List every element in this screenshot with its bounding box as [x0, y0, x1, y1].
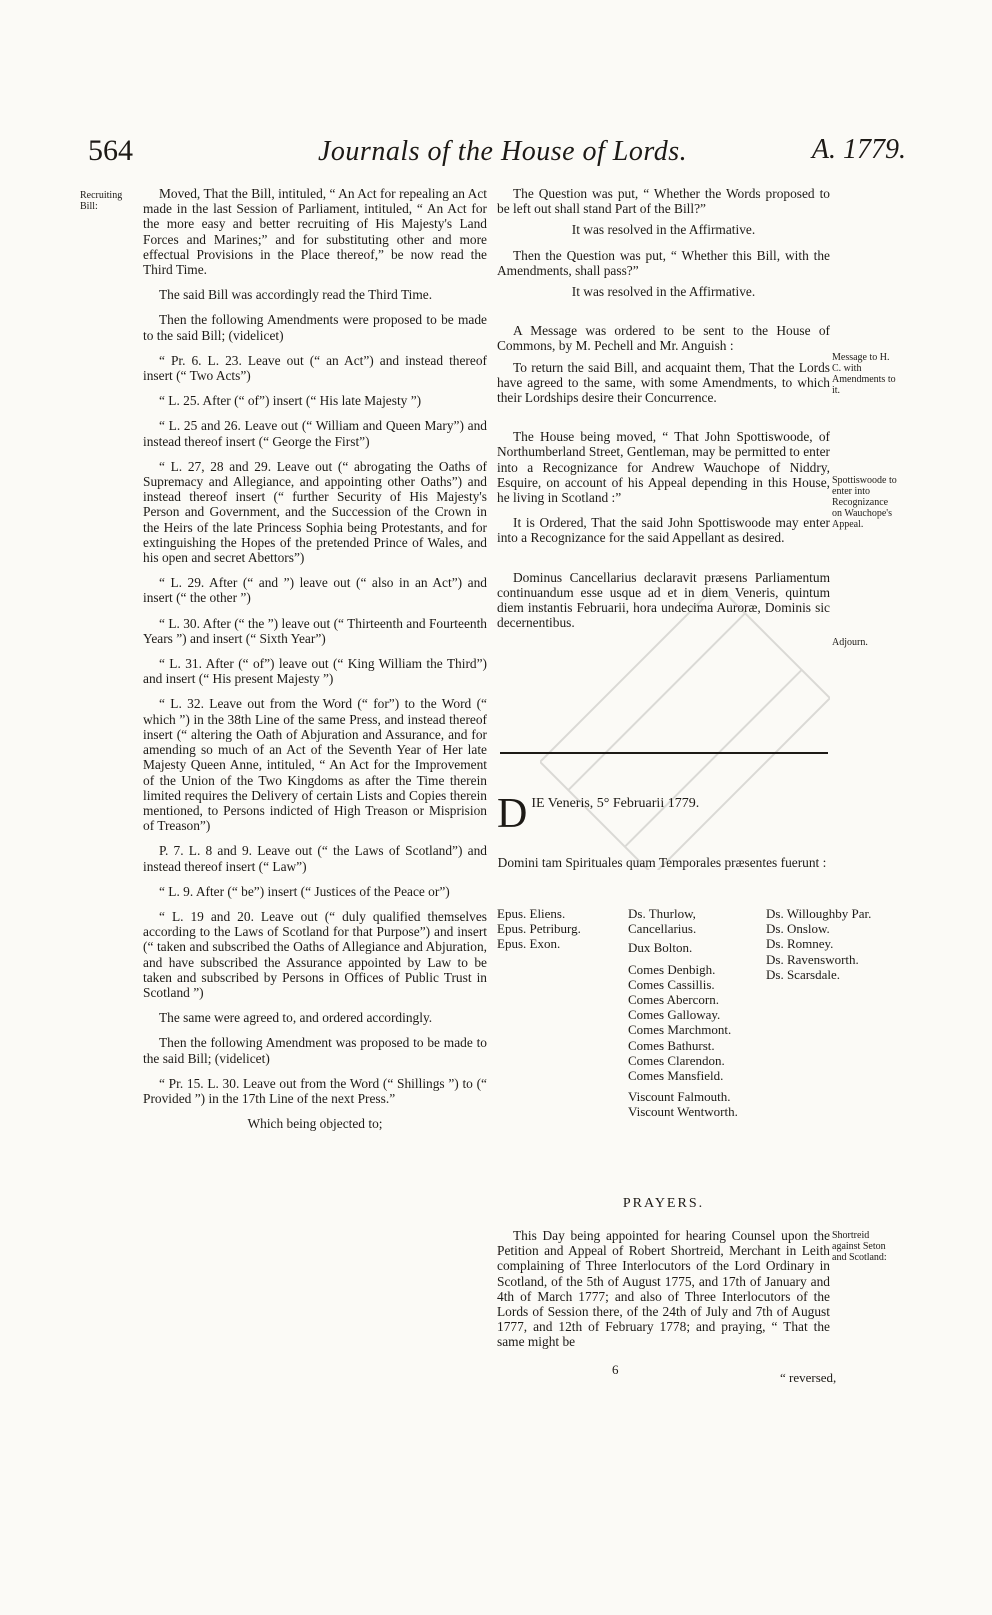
- paragraph: “ L. 27, 28 and 29. Leave out (“ abrogating the Oaths of Supremacy and Allegiance, and appointing other Oaths”) and instead thereof insert (“ further Security of His Majesty's Person and Government, and the Succession of the Crown in the Heirs of the late Princess Sophia being Protestants, and for extinguishing the Hopes of the pretended Prince of Wales, and his open and secret Abettors”): [143, 458, 487, 566]
- journal-title: Journals of the House of Lords.: [318, 136, 688, 167]
- lords-list-spiritual: [497, 906, 581, 952]
- lord-entry: Ds. Ravensworth.: [766, 951, 859, 967]
- left-column: [143, 186, 487, 1141]
- lord-entry: Ds. Willoughby Par.: [766, 906, 872, 921]
- paragraph: The said Bill was accordingly read the Third Time.: [159, 287, 433, 303]
- page-number: 564: [88, 134, 133, 167]
- signature-mark: 6: [612, 1362, 619, 1377]
- margin-note-recruiting-bill: Recruiting Bill:: [80, 190, 123, 212]
- paragraph: The same were agreed to, and ordered accordingly.: [159, 1010, 433, 1026]
- paragraph: This Day being appointed for hearing Counsel upon the Petition and Appeal of Robert Shortreid, Merchant in Leith complaining of Three Interlocutors of the Lord Ordinary in Scotland, of the 5th of August 1775, and 17th of January and 4th of March 1777; and also of Three Interlocutors of the Lords of Session there, of the 24th of July and 7th of August 1777, and 12th of February 1778; and praying, “ That the same might be: [497, 1228, 830, 1350]
- lord-entry: Comes Abercorn.: [628, 992, 719, 1008]
- lord-entry: Viscount Wentworth.: [628, 1104, 738, 1120]
- paragraph: “ L. 29. After (“ and ”) leave out (“ also in an Act”) and insert (“ the other ”): [143, 575, 487, 606]
- lords-list-temporal: [628, 906, 762, 1120]
- prayers-heading: PRAYERS.: [622, 1196, 705, 1211]
- margin-note-shortreid: Shortreid against Seton and Scotland:: [832, 1230, 887, 1263]
- paragraph: Then the following Amendment was proposed to be made to the said Bill; (videlicet): [143, 1035, 487, 1066]
- lord-entry: Epus. Petriburg.: [497, 921, 581, 937]
- catchword: “ reversed,: [780, 1370, 837, 1385]
- paragraph: “ L. 25 and 26. Leave out (“ William and Queen Mary”) and instead thereof insert (“ George the First”): [143, 418, 487, 449]
- paragraph: It is Ordered, That the said John Spottiswoode may enter into a Recognizance for the said Appellant as desired.: [497, 515, 830, 546]
- paragraph: “ L. 19 and 20. Leave out (“ duly qualified themselves according to the Laws of Scotland for that Purpose”) and insert (“ taken and subscribed the Oaths of Allegiance and Abjuration, and have subscribed the Assurance appointed by Law to be taken and subscribed by Persons in Offices of Public Trust in Scotland ”): [143, 908, 487, 1000]
- right-column: [497, 186, 830, 640]
- drop-cap: D: [497, 791, 528, 837]
- paragraph: “ L. 30. After (“ the ”) leave out (“ Thirteenth and Fourteenth Years ”) and insert (“ Sixth Year”): [143, 615, 487, 646]
- lord-entry: Comes Clarendon.: [628, 1052, 725, 1068]
- lord-entry: Viscount Falmouth.: [628, 1089, 731, 1105]
- header-year: A. 1779.: [811, 134, 906, 165]
- margin-note-adjourn: Adjourn.: [832, 637, 868, 648]
- lord-entry: Epus. Exon.: [497, 936, 561, 952]
- lords-present-heading: Domini tam Spirituales quam Temporales præsentes fuerunt :: [497, 855, 827, 870]
- margin-note-spottiswoode: Spottiswoode to enter into Recognizance on Wauchope's Appeal.: [832, 475, 897, 530]
- sitting-date: [497, 791, 830, 837]
- paragraph: Then the following Amendments were proposed to be made to the said Bill; (videlicet): [143, 312, 487, 343]
- paragraph: Moved, That the Bill, intituled, “ An Act for repealing an Act made in the last Session of Parliament, intituled, “ An Act for the more easy and better recruiting of His Majesty's Land Forces and Marines;” and for substituting other and more effectual Provisions in the Place thereof,” be now read the Third Time.: [143, 186, 487, 278]
- running-header: [88, 134, 906, 182]
- shortreid-paragraph-block: [497, 1228, 830, 1360]
- paragraph: To return the said Bill, and acquaint them, That the Lords have agreed to the same, with some Amendments, to which their Lordships desire their Concurrence.: [497, 359, 830, 406]
- paragraph: Which being objected to;: [247, 1116, 383, 1132]
- lord-entry: Ds. Romney.: [766, 936, 834, 952]
- lord-entry: Comes Mansfield.: [628, 1068, 724, 1084]
- paragraph: “ L. 25. After (“ of”) insert (“ His late Majesty ”): [159, 393, 422, 409]
- paragraph: A Message was ordered to be sent to the House of Commons, by M. Pechell and Mr. Anguish :: [497, 323, 830, 354]
- paragraph: The House being moved, “ That John Spottiswoode, of Northumberland Street, Gentleman, may be permitted to enter into a Recognizance for Andrew Wauchope of Niddry, Esquire, on account of his Appeal depending in this House, he living in Scotland :”: [497, 429, 830, 506]
- paragraph: “ Pr. 15. L. 30. Leave out from the Word (“ Shillings ”) to (“ Provided ”) in the 17th Line of the next Press.”: [143, 1075, 487, 1106]
- lords-list-barons: [766, 906, 871, 982]
- paragraph: Dominus Cancellarius declaravit præsens Parliamentum continuandum esse usque ad et in diem Veneris, quintum diem instantis Februarii, hora undecima Auroræ, Dominis sic decernentibus.: [497, 569, 830, 631]
- lord-entry: Comes Denbigh.: [628, 961, 716, 977]
- lord-entry: Dux Bolton.: [628, 940, 693, 956]
- lord-entry: Ds. Onslow.: [766, 921, 830, 937]
- paragraph: It was resolved in the Affirmative.: [571, 284, 756, 300]
- paragraph: “ L. 32. Leave out from the Word (“ for”) to the Word (“ which ”) in the 38th Line of the same Press, and instead thereof insert (“ altering the Oath of Abjuration and Assurance, and for amending so much of an Act of the Seventh Year of Her late Majesty Queen Anne, intituled, “ An Act for the Improvement of the Union of the Two Kingdoms as after the Time therein limited requires the Delivery of certain Lists and Copies therein mentioned, to Persons indicted of High Treason or Misprision of Treason”): [143, 696, 487, 834]
- paragraph: It was resolved in the Affirmative.: [571, 222, 756, 238]
- paragraph: “ L. 31. After (“ of”) leave out (“ King William the Third”) and insert (“ His present Majesty ”): [143, 656, 487, 687]
- date-text: IE Veneris, 5° Februarii 1779.: [531, 796, 700, 811]
- paragraph: The Question was put, “ Whether the Words proposed to be left out shall stand Part of the Bill?”: [497, 186, 830, 217]
- paragraph: “ Pr. 6. L. 23. Leave out (“ an Act”) and instead thereof insert (“ Two Acts”): [143, 352, 487, 384]
- paragraph: “ L. 9. After (“ be”) insert (“ Justices of the Peace or”): [159, 883, 450, 899]
- lord-entry: Ds. Thurlow, Cancellarius.: [628, 906, 697, 937]
- lord-entry: Comes Cassillis.: [628, 976, 715, 992]
- paragraph: Then the Question was put, “ Whether this Bill, with the Amendments, shall pass?”: [497, 247, 830, 278]
- lord-entry: Ds. Scarsdale.: [766, 966, 841, 982]
- lord-entry: Comes Marchmont.: [628, 1022, 732, 1038]
- paragraph: P. 7. L. 8 and 9. Leave out (“ the Laws of Scotland”) and instead thereof insert (“ Law”): [143, 843, 487, 874]
- lord-entry: Comes Bathurst.: [628, 1037, 715, 1053]
- section-rule: [500, 752, 828, 754]
- margin-note-message: Message to H. C. with Amendments to it.: [832, 352, 896, 396]
- lord-entry: Comes Galloway.: [628, 1007, 721, 1023]
- lord-entry: Epus. Eliens.: [497, 906, 566, 921]
